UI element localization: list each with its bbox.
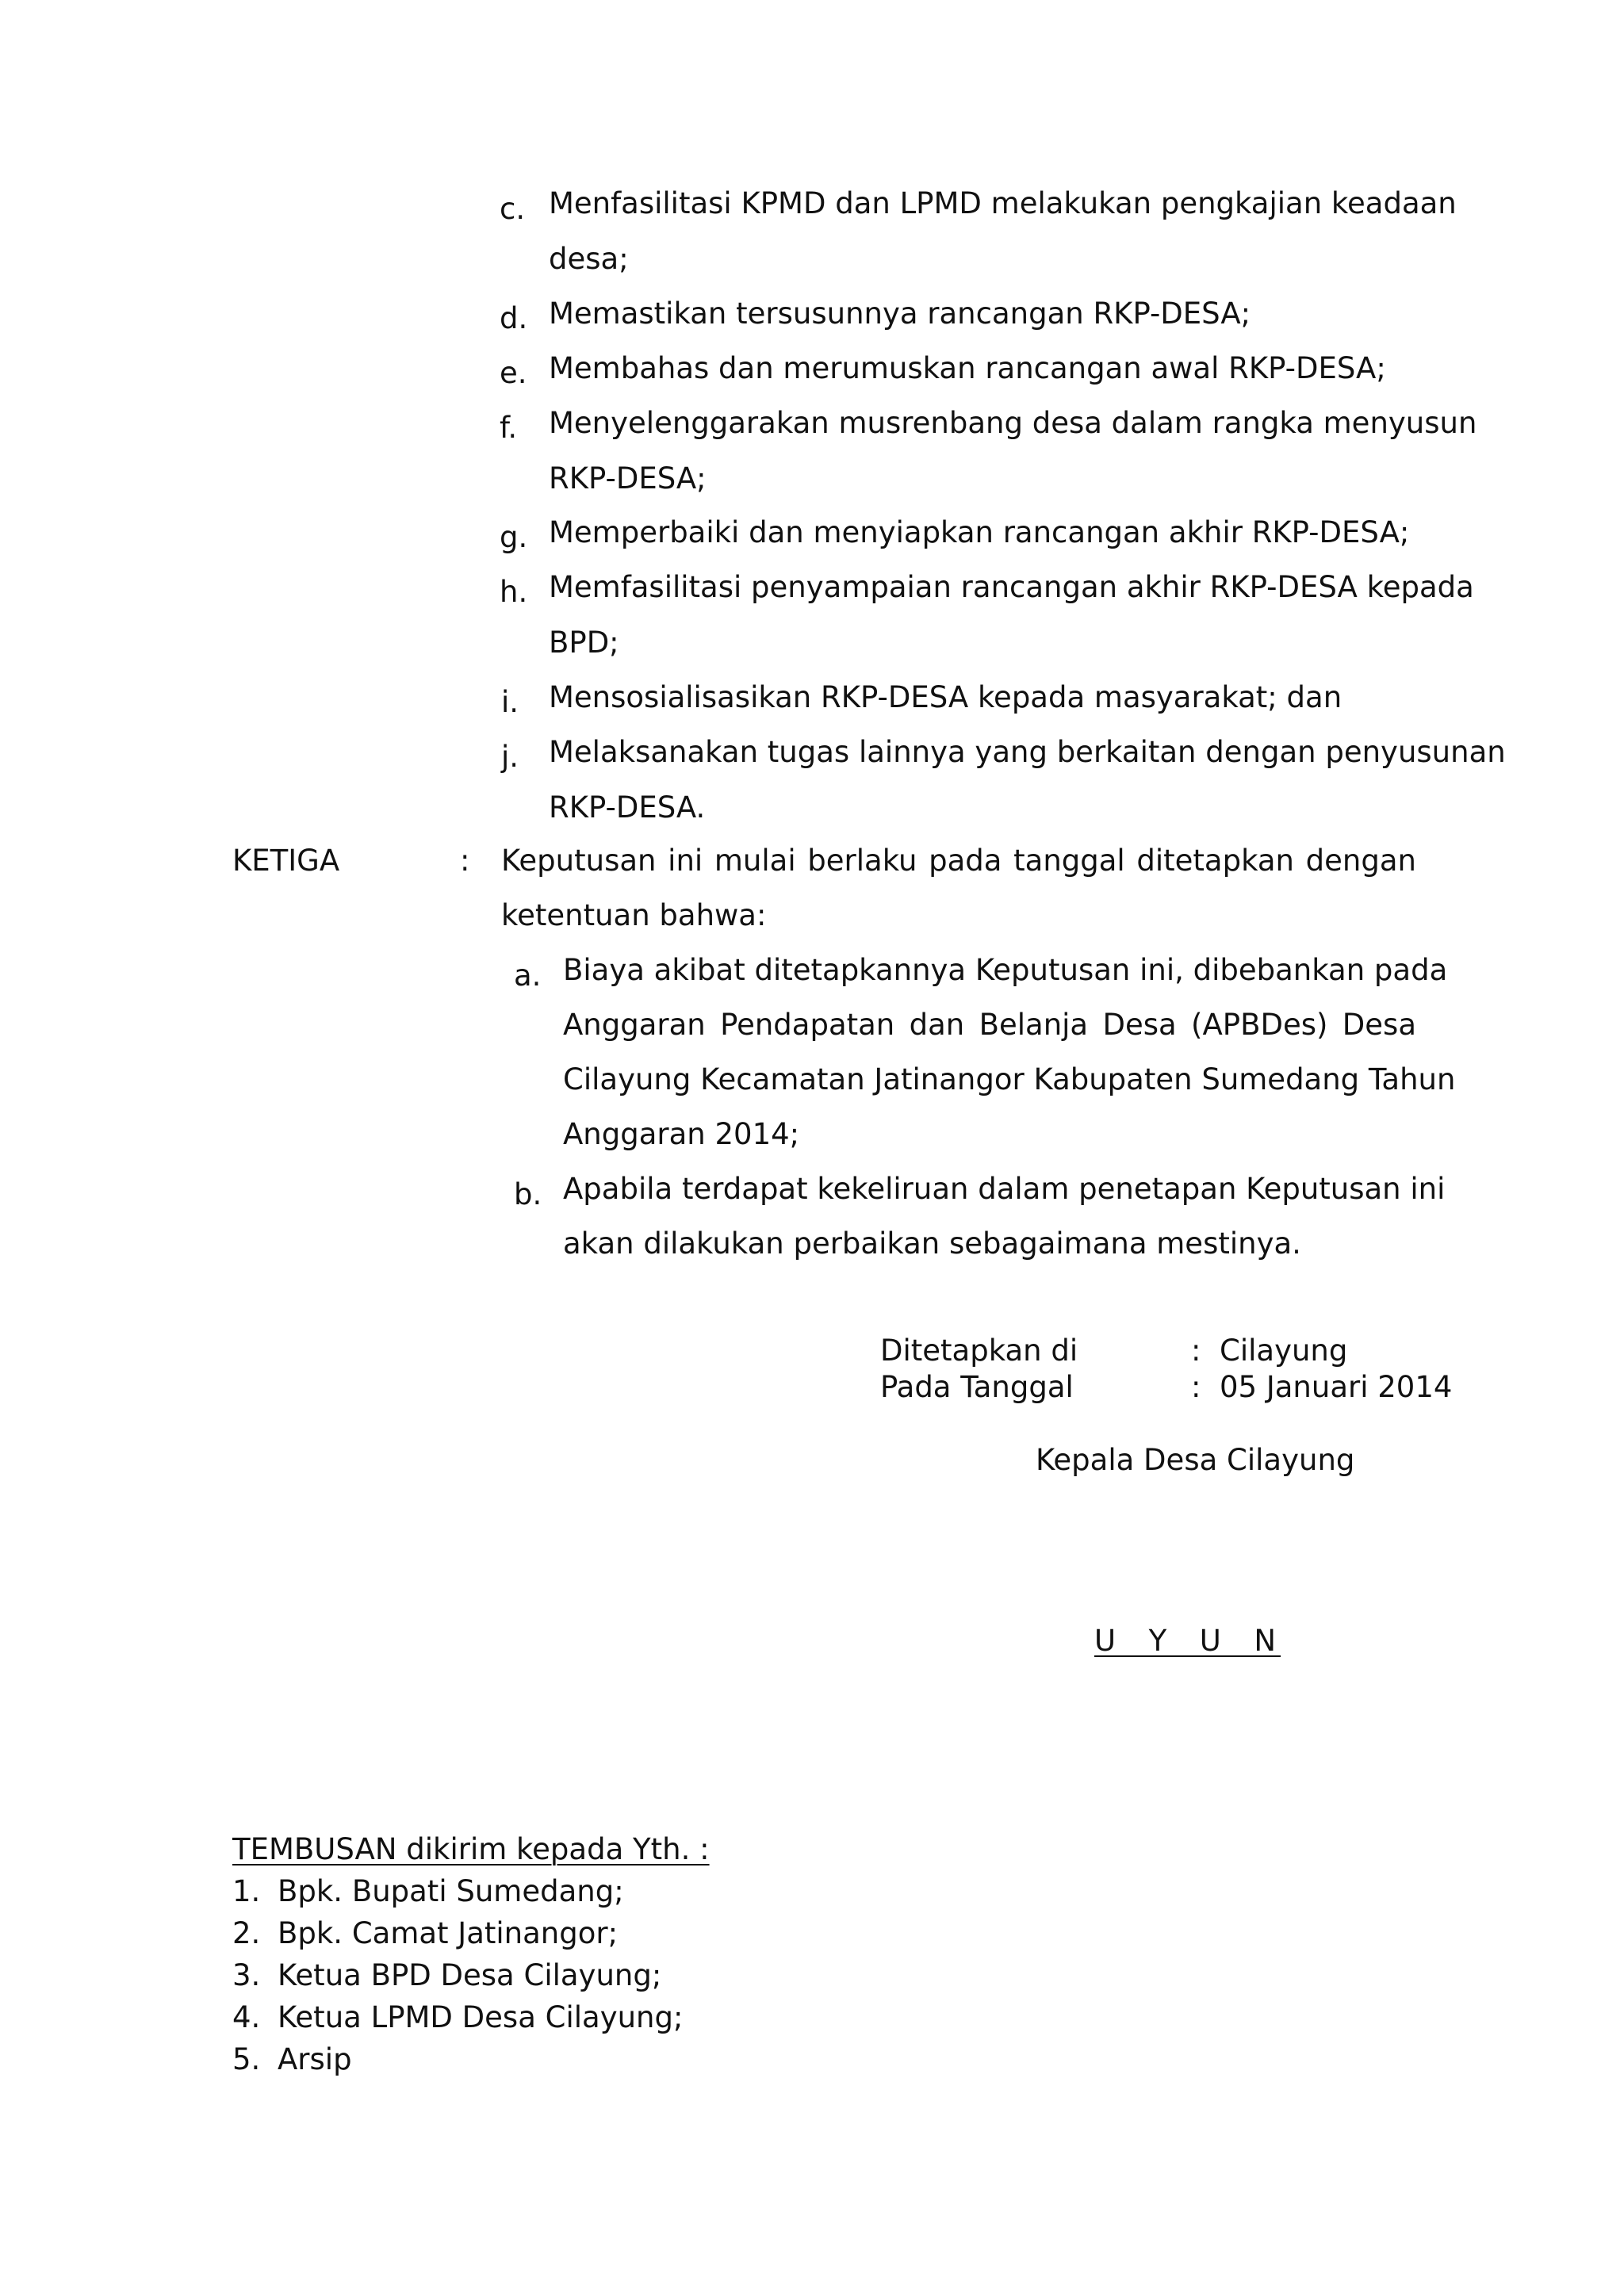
ketiga-item-text: akan dilakukan perbaikan sebagaimana mestinya. bbox=[563, 1226, 1301, 1261]
ditetapkan-label: Ditetapkan di bbox=[880, 1334, 1078, 1368]
ketiga-item-text: Biaya akibat ditetapkannya Keputusan ini, dibebankan pada bbox=[563, 953, 1448, 987]
list-item-text: Memfasilitasi penyampaian rancangan akhir RKP-DESA kepada bbox=[549, 570, 1474, 604]
tanggal-colon: : bbox=[1191, 1370, 1201, 1404]
list-item-text: Memastikan tersusunnya rancangan RKP-DESA; bbox=[549, 297, 1251, 331]
tembusan-heading: TEMBUSAN dikirim kepada Yth. : bbox=[232, 1832, 710, 1866]
tembusan-number: 2. bbox=[232, 1916, 261, 1950]
list-item-text: Menfasilitasi KPMD dan LPMD melakukan pengkajian keadaan bbox=[549, 186, 1457, 220]
list-marker: i. bbox=[501, 685, 519, 719]
tembusan-number: 4. bbox=[232, 2000, 261, 2034]
ditetapkan-colon: : bbox=[1191, 1334, 1201, 1368]
tanggal-label: Pada Tanggal bbox=[880, 1370, 1074, 1404]
list-item-text: desa; bbox=[549, 242, 629, 276]
list-marker: a. bbox=[514, 959, 542, 993]
list-marker: j. bbox=[501, 740, 519, 774]
ketiga-label: KETIGA bbox=[232, 844, 340, 878]
list-marker: g. bbox=[500, 520, 528, 554]
ditetapkan-value: Cilayung bbox=[1220, 1334, 1348, 1368]
tembusan-item: Bpk. Camat Jatinangor; bbox=[278, 1916, 619, 1950]
list-item-text: RKP-DESA; bbox=[549, 461, 707, 496]
ketiga-colon: : bbox=[460, 844, 470, 878]
list-marker: h. bbox=[500, 575, 528, 609]
list-item-text: BPD; bbox=[549, 626, 619, 660]
ketiga-item-text: Anggaran Pendapatan dan Belanja Desa (APBDes) Desa bbox=[563, 1008, 1416, 1042]
list-marker: d. bbox=[500, 301, 528, 335]
signatory-position: Kepala Desa Cilayung bbox=[1036, 1443, 1355, 1477]
tanggal-value: 05 Januari 2014 bbox=[1220, 1370, 1453, 1404]
list-item-text: Membahas dan merumuskan rancangan awal RKP-DESA; bbox=[549, 351, 1386, 385]
ketiga-item-text: Anggaran 2014; bbox=[563, 1117, 800, 1151]
list-marker: c. bbox=[500, 192, 526, 226]
list-item-text: Menyelenggarakan musrenbang desa dalam rangka menyusun bbox=[549, 406, 1477, 440]
list-item-text: Mensosialisasikan RKP-DESA kepada masyarakat; dan bbox=[549, 680, 1342, 714]
ketiga-text: ketentuan bahwa: bbox=[501, 898, 767, 932]
tembusan-item: Arsip bbox=[278, 2042, 352, 2076]
list-marker: e. bbox=[500, 356, 527, 390]
list-marker: b. bbox=[514, 1177, 542, 1211]
tembusan-item: Bpk. Bupati Sumedang; bbox=[278, 1874, 624, 1908]
signatory-name: U Y U N bbox=[1094, 1624, 1281, 1658]
tembusan-number: 5. bbox=[232, 2042, 261, 2076]
tembusan-number: 3. bbox=[232, 1958, 261, 1992]
ketiga-item-text: Apabila terdapat kekeliruan dalam penetapan Keputusan ini bbox=[563, 1172, 1446, 1206]
list-item-text: RKP-DESA. bbox=[549, 790, 706, 825]
list-marker: f. bbox=[500, 411, 518, 445]
list-item-text: Melaksanakan tugas lainnya yang berkaitan dengan penyusunan bbox=[549, 735, 1506, 769]
list-item-text: Memperbaiki dan menyiapkan rancangan akhir RKP-DESA; bbox=[549, 515, 1410, 549]
tembusan-item: Ketua BPD Desa Cilayung; bbox=[278, 1958, 662, 1992]
ketiga-item-text: Cilayung Kecamatan Jatinangor Kabupaten Sumedang Tahun bbox=[563, 1062, 1456, 1096]
ketiga-text: Keputusan ini mulai berlaku pada tanggal ditetapkan dengan bbox=[501, 844, 1416, 878]
tembusan-number: 1. bbox=[232, 1874, 261, 1908]
tembusan-item: Ketua LPMD Desa Cilayung; bbox=[278, 2000, 684, 2034]
